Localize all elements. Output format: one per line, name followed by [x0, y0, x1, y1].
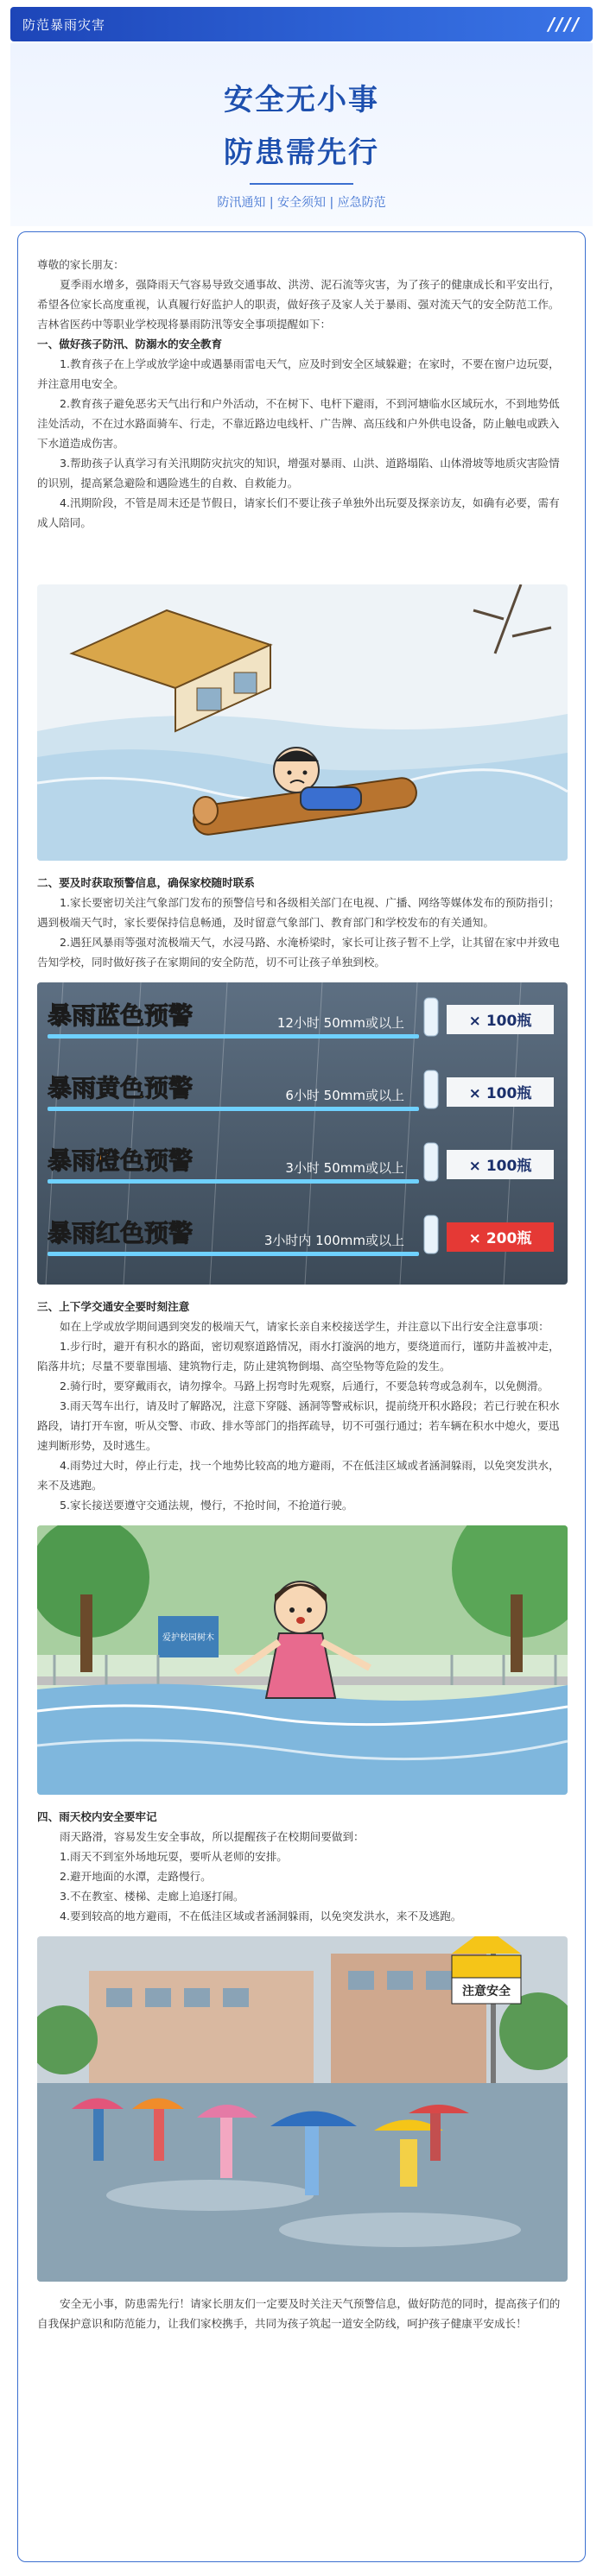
banner-text: 爱护校园树木: [162, 1633, 214, 1643]
girl-flood-illustration: [37, 1525, 568, 1795]
banner-title: 防范暴雨灾害: [22, 16, 106, 33]
warning-threshold: 3小时 50mm或以上: [285, 1160, 404, 1176]
banner-decoration: ////: [548, 14, 581, 35]
warning-level-label: 暴雨红色预警: [48, 1219, 194, 1247]
warning-level-label: 暴雨蓝色预警: [48, 1001, 194, 1030]
section-1-item-3: 3.帮助孩子认真学习有关汛期防灾抗灾的知识，增强对暴雨、山洪、道路塌陷、山体滑坡等地质灾害险情的识别，提高紧急避险和遇险逃生的自救、自救能力。: [37, 457, 560, 489]
water-bottle-icon: [424, 1143, 438, 1181]
section-4-item-2: 2.避开地面的水潭，走路慢行。: [60, 1870, 212, 1883]
section-2-item-1: 1.家长要密切关注气象部门发布的预警信号和各级相关部门在电视、广播、网络等媒体发布的预防指引；遇到极端天气时，家长要保持信息畅通，及时留意气象部门、教育部门和学校发布的有关通知。: [37, 896, 560, 929]
section-4-item-3: 3.不在教室、楼梯、走廊上追逐打闹。: [60, 1890, 244, 1903]
section-3-item-3: 3.雨天驾车出行，请及时了解路况，注意下穿隧、涵洞等警戒标识，提前绕开积水路段；若已行驶在积水路段，请打开车窗，听从交警、市政、排水等部门的指挥疏导，切不可强行通过；若车辆在积水中熄火，要迅速判断形势，及时逃生。: [37, 1399, 560, 1452]
section-3-item-4: 4.雨势过大时，停止行走，找一个地势比较高的地方避雨，不在低洼区域或者涵洞躲雨，以免突发洪水，来不及逃跑。: [37, 1459, 560, 1492]
section-3-item-1: 1.步行时，避开有积水的路面，密切观察道路情况，雨水打漩涡的地方，要绕道而行，谨防井盖被冲走，陷落井坑；尽量不要靠围墙、建筑物行走，防止建筑物倒塌、高空坠物等危险的发生。: [37, 1340, 560, 1373]
section-3-heading: 三、上下学交通安全要时刻注意: [37, 1300, 190, 1313]
hero-header: [10, 43, 593, 226]
school-rain-illustration: [37, 1936, 568, 2282]
bottle-count: × 200瓶: [468, 1230, 532, 1247]
top-banner: [10, 7, 593, 41]
section-2-heading: 二、要及时获取预警信息，确保家校随时联系: [37, 876, 255, 889]
hero-title-line-2: 防患需先行: [224, 136, 379, 170]
section-4-heading: 四、雨天校内安全要牢记: [37, 1810, 157, 1823]
school-buildings: [89, 1954, 486, 2083]
section-1-item-2: 2.教育孩子避免恶劣天气出行和户外活动，不在树下、电杆下避雨，不到河塘临水区域玩水，不到地势低洼处活动，不在过水路面骑车、行走，不靠近路边电线杆、广告牌、高压线和户外供电设备，防止触电或跌入下水道造成伤害。: [37, 397, 560, 450]
article-card: [17, 231, 586, 2562]
hero-title-line-1: 安全无小事: [224, 83, 379, 117]
section-1-item-4: 4.汛期阶段，不管是周末还是节假日，请家长们不要让孩子单独外出玩耍及探亲访友，如确有必要，需有成人陪同。: [37, 496, 560, 529]
hero-subtitle: 防汛通知 | 安全须知 | 应急防范: [217, 196, 386, 210]
warning-threshold: 12小时 50mm或以上: [276, 1015, 404, 1031]
flood-illustration: [37, 584, 568, 861]
bottle-count: × 100瓶: [468, 1013, 532, 1030]
bottle-count: × 100瓶: [468, 1158, 532, 1175]
sign-text: 注意安全: [462, 1985, 511, 1998]
water-bottle-icon: [424, 1215, 438, 1253]
warning-threshold: 6小时 50mm或以上: [285, 1088, 404, 1103]
rainstorm-warning-graphic: [37, 982, 568, 1285]
warning-level-label: 暴雨黄色预警: [48, 1074, 194, 1102]
section-4-item-1: 1.雨天不到室外场地玩耍，要听从老师的安排。: [60, 1850, 288, 1863]
hero-divider: [250, 183, 353, 185]
bottle-count: × 100瓶: [468, 1085, 532, 1102]
warning-underline: [48, 1107, 419, 1111]
warning-underline: [48, 1179, 419, 1184]
section-2-item-2: 2.遇狂风暴雨等强对流极端天气，水浸马路、水淹桥梁时，家长可让孩子暂不上学，让其留在家中并致电告知学校，同时做好孩子在家期间的安全防范，切不可让孩子单独到校。: [37, 936, 560, 969]
warning-underline: [48, 1034, 419, 1039]
section-1-heading: 一、做好孩子防汛、防溺水的安全教育: [37, 338, 223, 350]
closing-paragraph: 安全无小事，防患需先行！请家长朋友们一定要及时关注天气预警信息，做好防范的同时，提高孩子们的自我保护意识和防范能力，让我们家校携手，共同为孩子筑起一道安全防线，呵护孩子健康平安成长！: [37, 2297, 561, 2330]
intro-paragraph: 夏季雨水增多，强降雨天气容易导致交通事故、洪涝、泥石流等灾害，为了孩子的健康成长和平安出行，希望各位家长高度重视，认真履行好监护人的职责，做好孩子及家人关于暴雨、强对流天气的安全防范工作。吉林省医药中等职业学校现将暴雨防汛等安全事项提醒如下：: [37, 278, 561, 331]
section-4-intro: 雨天路滑，容易发生安全事故，所以提醒孩子在校期间要做到：: [60, 1830, 365, 1843]
warning-underline: [48, 1252, 419, 1256]
greeting: 尊敬的家长朋友：: [37, 258, 124, 271]
section-3-item-2: 2.骑行时，要穿戴雨衣，请勿撑伞。马路上拐弯时先观察，后通行，不要急转弯或急刹车，以免侧滑。: [60, 1380, 549, 1392]
warning-level-label: 暴雨橙色预警: [48, 1146, 194, 1175]
section-3-item-5: 5.家长接送要遵守交通法规，慢行，不抢时间，不抢道行驶。: [60, 1499, 353, 1512]
section-1-item-1: 1.教育孩子在上学或放学途中或遇暴雨雷电天气，应及时到安全区域躲避；在家时，不要在窗户边玩耍，并注意用电安全。: [37, 357, 560, 390]
section-3-intro: 如在上学或放学期间遇到突发的极端天气，请家长亲自来校接送学生，并注意以下出行安全注意事项：: [60, 1320, 549, 1333]
water-bottle-icon: [424, 1070, 438, 1108]
section-4-item-4: 4.要到较高的地方避雨，不在低洼区域或者涵洞躲雨，以免突发洪水，来不及逃跑。: [60, 1910, 462, 1923]
warning-threshold: 3小时内 100mm或以上: [263, 1233, 404, 1248]
water-bottle-icon: [424, 998, 438, 1036]
